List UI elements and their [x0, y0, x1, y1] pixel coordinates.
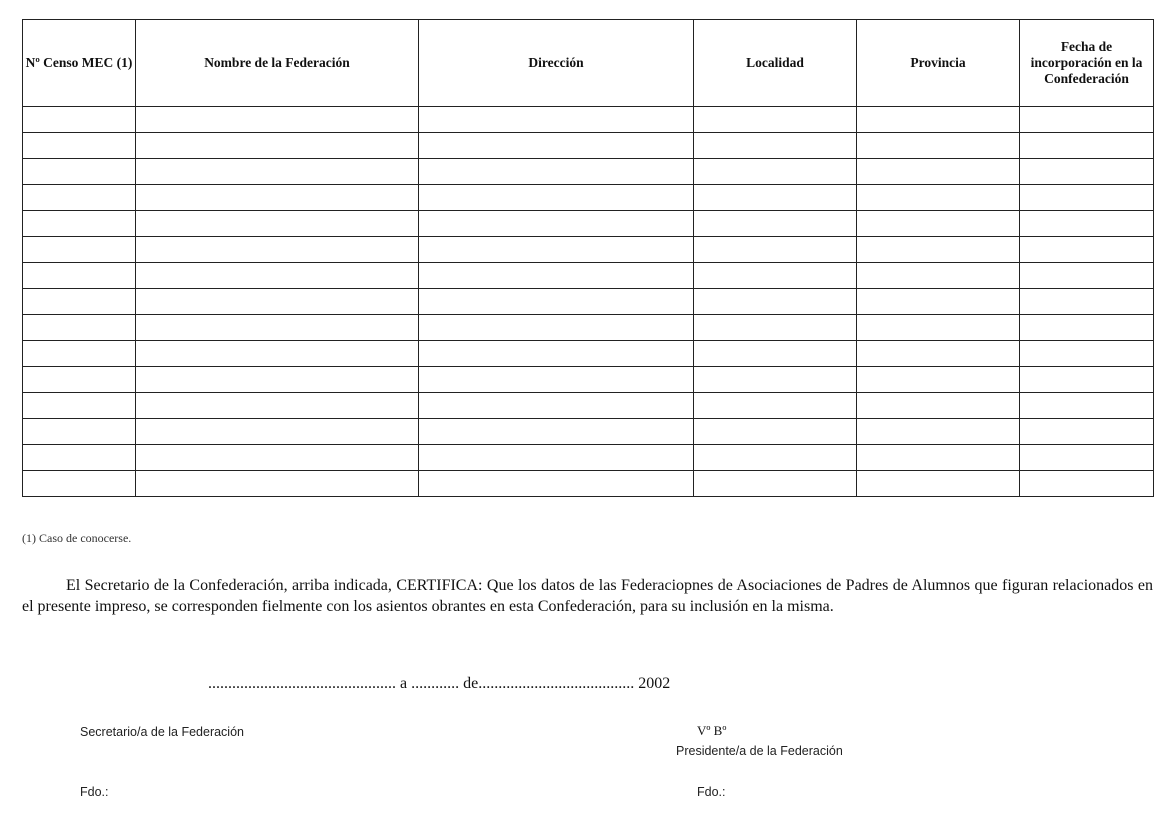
cell-localidad	[694, 289, 857, 315]
cell-direccion	[419, 107, 694, 133]
cell-direccion	[419, 133, 694, 159]
cell-censo-mec	[23, 289, 136, 315]
table-row	[23, 393, 1154, 419]
cell-localidad	[694, 263, 857, 289]
cell-nombre-federacion	[136, 471, 419, 497]
cell-fecha-incorporacion	[1020, 471, 1154, 497]
table-row	[23, 419, 1154, 445]
table-row	[23, 341, 1154, 367]
cell-provincia	[857, 159, 1020, 185]
secretary-signature-fdo: Fdo.:	[80, 785, 109, 799]
certification-text: El Secretario de la Confederación, arriba indicada, CERTIFICA: Que los datos de las Federaciopnes de Asociaciones de Padres de Alumnos que figuran relacionados en el presente impreso, se corresponden fielmente con los asientos obrantes en esta Confederación, para su inclusión en la misma.	[22, 577, 1153, 615]
cell-nombre-federacion	[136, 159, 419, 185]
cell-localidad	[694, 211, 857, 237]
table-row	[23, 133, 1154, 159]
president-signature-fdo: Fdo.:	[697, 785, 726, 799]
cell-censo-mec	[23, 445, 136, 471]
cell-provincia	[857, 341, 1020, 367]
cell-nombre-federacion	[136, 367, 419, 393]
table-row	[23, 159, 1154, 185]
cell-fecha-incorporacion	[1020, 289, 1154, 315]
footnote: (1) Caso de conocerse.	[22, 531, 132, 545]
cell-direccion	[419, 367, 694, 393]
cell-nombre-federacion	[136, 107, 419, 133]
cell-provincia	[857, 289, 1020, 315]
table-row	[23, 263, 1154, 289]
table-row	[23, 211, 1154, 237]
cell-provincia	[857, 211, 1020, 237]
cell-nombre-federacion	[136, 289, 419, 315]
cell-direccion	[419, 237, 694, 263]
cell-censo-mec	[23, 159, 136, 185]
cell-censo-mec	[23, 107, 136, 133]
header-nombre-federacion: Nombre de la Federación	[136, 20, 419, 107]
table-header-row	[23, 20, 1154, 107]
cell-censo-mec	[23, 393, 136, 419]
cell-censo-mec	[23, 471, 136, 497]
cell-nombre-federacion	[136, 393, 419, 419]
cell-localidad	[694, 419, 857, 445]
cell-localidad	[694, 107, 857, 133]
cell-fecha-incorporacion	[1020, 237, 1154, 263]
federations-table	[22, 19, 1154, 497]
cell-provincia	[857, 471, 1020, 497]
cell-fecha-incorporacion	[1020, 315, 1154, 341]
cell-localidad	[694, 445, 857, 471]
cell-localidad	[694, 237, 857, 263]
cell-direccion	[419, 159, 694, 185]
cell-fecha-incorporacion	[1020, 133, 1154, 159]
header-fecha-incorporacion: Fecha de incorporación en la Confederación	[1020, 20, 1154, 107]
cell-nombre-federacion	[136, 419, 419, 445]
cell-localidad	[694, 133, 857, 159]
cell-provincia	[857, 237, 1020, 263]
table-body	[23, 107, 1154, 497]
cell-provincia	[857, 107, 1020, 133]
cell-localidad	[694, 341, 857, 367]
cell-direccion	[419, 315, 694, 341]
cell-nombre-federacion	[136, 133, 419, 159]
secretary-label: Secretario/a de la Federación	[80, 725, 244, 739]
cell-nombre-federacion	[136, 185, 419, 211]
header-direccion: Dirección	[419, 20, 694, 107]
table-row	[23, 289, 1154, 315]
table-row	[23, 107, 1154, 133]
table-row	[23, 445, 1154, 471]
header-censo-mec: Nº Censo MEC (1)	[23, 20, 136, 107]
cell-provincia	[857, 315, 1020, 341]
cell-censo-mec	[23, 211, 136, 237]
cell-nombre-federacion	[136, 211, 419, 237]
cell-censo-mec	[23, 237, 136, 263]
cell-fecha-incorporacion	[1020, 341, 1154, 367]
place-date-line: ............................................... a ............ de....................................... 2002	[208, 675, 671, 692]
cell-localidad	[694, 393, 857, 419]
cell-fecha-incorporacion	[1020, 211, 1154, 237]
cell-censo-mec	[23, 133, 136, 159]
cell-provincia	[857, 367, 1020, 393]
cell-fecha-incorporacion	[1020, 107, 1154, 133]
cell-fecha-incorporacion	[1020, 445, 1154, 471]
cell-nombre-federacion	[136, 263, 419, 289]
cell-provincia	[857, 133, 1020, 159]
table-row	[23, 471, 1154, 497]
president-label: Presidente/a de la Federación	[676, 744, 843, 758]
visto-bueno-label: Vº Bº	[697, 723, 727, 738]
cell-direccion	[419, 211, 694, 237]
cell-localidad	[694, 315, 857, 341]
cell-nombre-federacion	[136, 237, 419, 263]
cell-nombre-federacion	[136, 341, 419, 367]
cell-censo-mec	[23, 419, 136, 445]
cell-nombre-federacion	[136, 315, 419, 341]
cell-censo-mec	[23, 367, 136, 393]
cell-fecha-incorporacion	[1020, 419, 1154, 445]
cell-provincia	[857, 419, 1020, 445]
cell-direccion	[419, 419, 694, 445]
cell-censo-mec	[23, 315, 136, 341]
table-row	[23, 237, 1154, 263]
cell-fecha-incorporacion	[1020, 367, 1154, 393]
cell-censo-mec	[23, 185, 136, 211]
cell-fecha-incorporacion	[1020, 159, 1154, 185]
cell-direccion	[419, 445, 694, 471]
cell-fecha-incorporacion	[1020, 185, 1154, 211]
cell-direccion	[419, 263, 694, 289]
cell-direccion	[419, 471, 694, 497]
cell-direccion	[419, 393, 694, 419]
table-row	[23, 367, 1154, 393]
cell-provincia	[857, 393, 1020, 419]
cell-direccion	[419, 341, 694, 367]
cell-nombre-federacion	[136, 445, 419, 471]
cell-localidad	[694, 367, 857, 393]
table-row	[23, 315, 1154, 341]
cell-censo-mec	[23, 341, 136, 367]
cell-localidad	[694, 471, 857, 497]
cell-direccion	[419, 289, 694, 315]
header-provincia: Provincia	[857, 20, 1020, 107]
cell-direccion	[419, 185, 694, 211]
cell-provincia	[857, 263, 1020, 289]
cell-provincia	[857, 445, 1020, 471]
cell-censo-mec	[23, 263, 136, 289]
header-localidad: Localidad	[694, 20, 857, 107]
cell-provincia	[857, 185, 1020, 211]
cell-fecha-incorporacion	[1020, 393, 1154, 419]
cell-localidad	[694, 185, 857, 211]
table-row	[23, 185, 1154, 211]
cell-fecha-incorporacion	[1020, 263, 1154, 289]
cell-localidad	[694, 159, 857, 185]
